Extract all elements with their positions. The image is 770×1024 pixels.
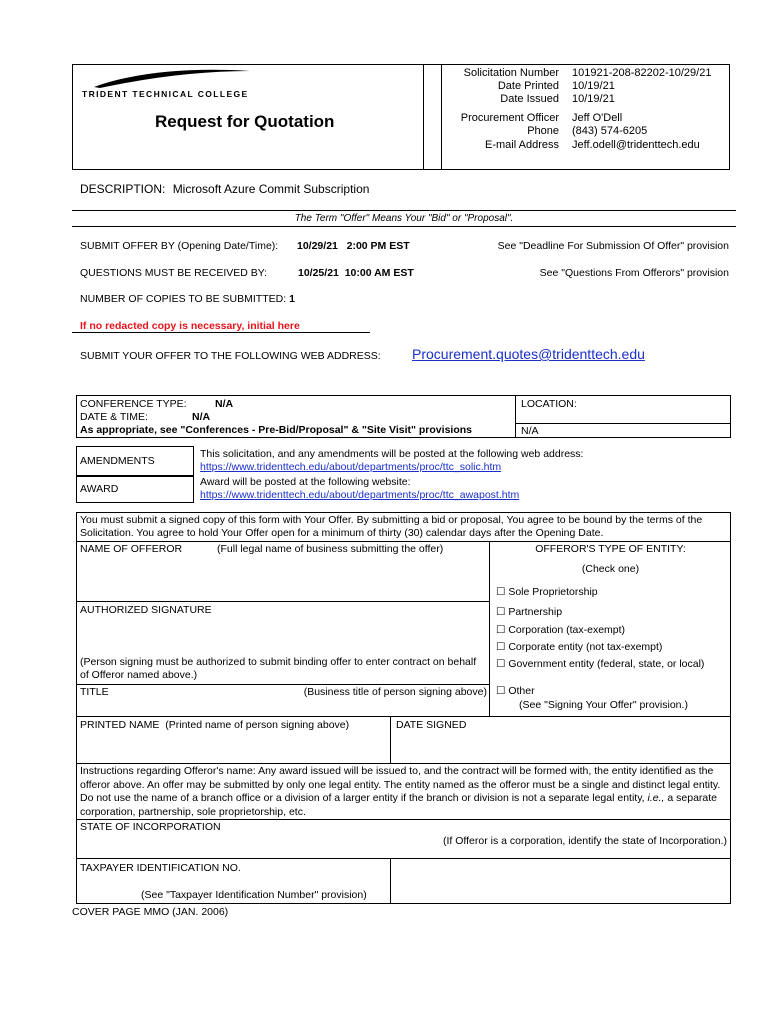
checkbox-icon[interactable]: ☐ — [496, 685, 506, 697]
instructions — [80, 765, 728, 819]
checkbox-icon[interactable]: ☐ — [496, 641, 506, 653]
procurement-officer: Jeff O'Dell — [572, 112, 623, 124]
award-text: Award will be posted at the following website: — [200, 476, 411, 488]
footer: COVER PAGE MMO (JAN. 2006) — [72, 906, 229, 918]
entity-option-label: Other — [508, 685, 535, 697]
signing-intro: You must submit a signed copy of this form with Your Offer. By submitting a bid or proposal, You agree to be bound by the terms of the Solicitation. You agree to hold Your Offer open for a minimum of thirty (30) calendar days after the Opening Date. — [80, 514, 703, 539]
award-link[interactable]: https://www.tridenttech.edu/about/departments/proc/ttc_awapost.htm — [200, 489, 520, 501]
authorized-signature-label: AUTHORIZED SIGNATURE — [80, 604, 212, 616]
date-printed-label: Date Printed — [497, 80, 559, 92]
conference-location-rule — [515, 423, 731, 424]
conference-datetime-value: N/A — [192, 411, 211, 423]
copies-label: NUMBER OF COPIES TO BE SUBMITTED: — [80, 293, 287, 305]
description-value: Microsoft Azure Commit Subscription — [172, 182, 370, 196]
rule — [72, 226, 736, 227]
rule — [76, 541, 731, 542]
rule — [76, 716, 731, 717]
conference-type-value: N/A — [215, 398, 234, 410]
entity-option-label: Sole Proprietorship — [508, 586, 598, 598]
state-field[interactable] — [78, 834, 408, 856]
header-divider-1 — [423, 64, 424, 170]
email: Jeff.odell@tridenttech.edu — [572, 139, 700, 151]
phone-label: Phone — [527, 125, 559, 137]
state-hint: (If Offeror is a corporation, identify the state of Incorporation.) — [442, 835, 727, 847]
instructions-end: a separate corporation, partnership, sole proprietorship, etc. — [80, 792, 718, 818]
authorized-signature-field[interactable] — [78, 618, 487, 654]
date-signed-field[interactable] — [392, 733, 728, 761]
name-of-offeror-field[interactable] — [78, 557, 487, 600]
email-label: E-mail Address — [485, 139, 559, 151]
instructions-ie: i.e., — [647, 792, 665, 804]
date-issued-label: Date Issued — [500, 93, 559, 105]
questions-label: QUESTIONS MUST BE RECEIVED BY: — [80, 267, 268, 279]
amendments-link[interactable]: https://www.tridenttech.edu/about/departments/proc/ttc_solic.htm — [200, 461, 502, 473]
title-hint: (Business title of person signing above) — [303, 686, 487, 698]
submit-offer-value: 10/29/21 2:00 PM EST — [297, 240, 410, 252]
solicitation-number: 101921-208-82202-10/29/21 — [572, 67, 712, 79]
rule — [76, 763, 731, 764]
rule — [76, 819, 731, 820]
printed-name-label: PRINTED NAME — [80, 719, 160, 731]
state-label: STATE OF INCORPORATION — [80, 821, 221, 833]
other-note: (See "Signing Your Offer" provision.) — [519, 699, 688, 711]
checkbox-icon[interactable]: ☐ — [496, 658, 506, 670]
printed-name-field[interactable] — [78, 733, 388, 761]
entity-option-corporation-tax-exempt[interactable] — [496, 624, 625, 636]
entity-option-label: Corporation (tax-exempt) — [508, 624, 626, 636]
date-printed: 10/19/21 — [572, 80, 615, 92]
entity-option-sole-proprietorship[interactable] — [496, 586, 598, 598]
copies-value: 1 — [289, 293, 295, 305]
date-signed-label: DATE SIGNED — [396, 719, 467, 731]
college-name: TRIDENT TECHNICAL COLLEGE — [82, 89, 249, 99]
college-logo-swoosh — [92, 67, 252, 89]
conference-datetime-label: DATE & TIME: — [80, 411, 148, 423]
name-of-offeror-hint: (Full legal name of business submitting the offer) — [217, 543, 444, 555]
rule — [76, 684, 489, 685]
form-title: Request for Quotation — [155, 112, 335, 131]
tin-label: TAXPAYER IDENTIFICATION NO. — [80, 862, 241, 874]
questions-value: 10/25/21 10:00 AM EST — [298, 267, 414, 279]
tin-hint: (See "Taxpayer Identification Number" provision) — [141, 889, 367, 901]
checkbox-icon[interactable]: ☐ — [496, 606, 506, 618]
entity-option-label: Corporate entity (not tax-exempt) — [508, 641, 663, 653]
printed-name-label-line — [80, 719, 349, 731]
web-address-link[interactable]: Procurement.quotes@tridenttech.edu — [412, 346, 645, 362]
solicitation-number-label: Solicitation Number — [463, 67, 559, 79]
rule — [72, 210, 736, 211]
rule — [76, 858, 731, 859]
entity-type-label: OFFEROR'S TYPE OF ENTITY: — [535, 543, 686, 555]
rule — [76, 601, 489, 602]
award-label: AWARD — [80, 483, 119, 495]
name-of-offeror-label: NAME OF OFFEROR — [80, 543, 183, 555]
tin-field[interactable] — [392, 860, 728, 902]
printed-name-hint: (Printed name of person signing above) — [165, 719, 350, 731]
checkbox-icon[interactable]: ☐ — [496, 586, 506, 598]
description-line — [80, 182, 369, 196]
location-value: N/A — [521, 425, 539, 437]
instructions-text: Instructions regarding Offeror's name: Any award issued will be issued to, and the contract will be formed with, the entity identified as the offeror above. An offer may be submitted by only one legal entity. The entity named as the offeror must be a single and distinct legal entity. Do not use the name of a branch office or a division of a larger entity if the branch or division is not a separate legal entity, — [80, 765, 721, 804]
conference-type-label: CONFERENCE TYPE: — [80, 398, 187, 410]
submit-offer-note: See "Deadline For Submission Of Offer" provision — [497, 240, 729, 252]
checkbox-icon[interactable]: ☐ — [496, 624, 506, 636]
amendments-text: This solicitation, and any amendments will be posted at the following web address: — [200, 448, 584, 460]
entity-option-government[interactable] — [496, 658, 704, 670]
tin-divider — [390, 858, 391, 904]
location-label: LOCATION: — [521, 398, 577, 410]
redacted-note: If no redacted copy is necessary, initial here — [80, 320, 300, 332]
printed-name-divider — [390, 716, 391, 763]
check-one: (Check one) — [581, 563, 640, 575]
entity-option-corporate-entity[interactable] — [496, 641, 662, 653]
date-issued: 10/19/21 — [572, 93, 615, 105]
web-address-label: SUBMIT YOUR OFFER TO THE FOLLOWING WEB ADDRESS: — [80, 350, 381, 362]
entity-option-partnership[interactable] — [496, 606, 562, 618]
offer-note: The Term "Offer" Means Your "Bid" or "Proposal". — [294, 213, 514, 224]
copies-line — [80, 293, 295, 305]
procurement-officer-label: Procurement Officer — [460, 112, 559, 124]
amendments-label: AMENDMENTS — [80, 455, 155, 467]
entity-option-label: Partnership — [508, 606, 563, 618]
entity-option-label: Government entity (federal, state, or local) — [508, 658, 705, 670]
questions-note: See "Questions From Offerors" provision — [539, 267, 729, 279]
conference-divider — [515, 395, 516, 438]
redacted-initial-line[interactable] — [72, 332, 370, 333]
title-label: TITLE — [80, 686, 109, 698]
submit-offer-label: SUBMIT OFFER BY (Opening Date/Time): — [80, 240, 279, 252]
phone: (843) 574-6205 — [572, 125, 648, 137]
description-label: DESCRIPTION: — [80, 182, 166, 196]
header-divider-2 — [441, 64, 442, 170]
entity-option-other[interactable] — [496, 685, 535, 697]
authorized-signature-note: (Person signing must be authorized to submit binding offer to enter contract on behalf of Offeror named above.) — [80, 656, 477, 681]
conference-note: As appropriate, see "Conferences - Pre-Bid/Proposal" & "Site Visit" provisions — [80, 424, 472, 436]
